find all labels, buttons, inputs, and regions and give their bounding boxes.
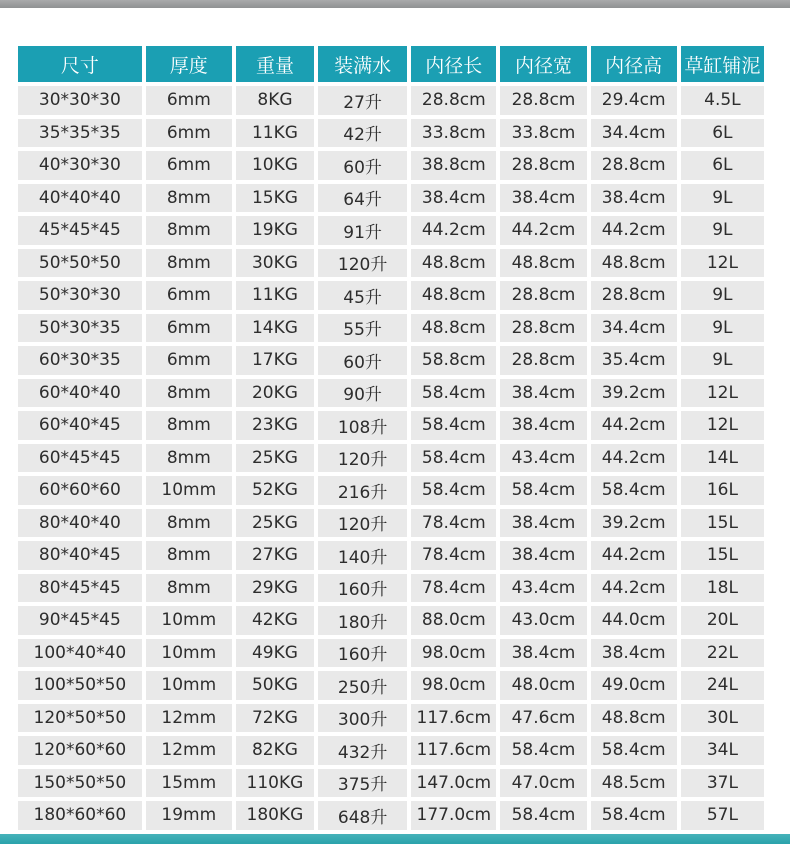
cell-inner-height: 34.4cm <box>591 314 677 343</box>
cell-water-capacity: 91升 <box>318 216 407 245</box>
cell-thickness: 12mm <box>146 704 232 733</box>
cell-thickness: 8mm <box>146 411 232 440</box>
table-row <box>18 249 764 278</box>
cell-weight: 15KG <box>236 184 314 213</box>
cell-water-capacity: 42升 <box>318 119 407 148</box>
table-row <box>18 281 764 310</box>
cell-inner-width: 58.4cm <box>500 476 586 505</box>
table-row <box>18 86 764 115</box>
cell-weight: 19KG <box>236 216 314 245</box>
cell-thickness: 8mm <box>146 184 232 213</box>
cell-inner-width: 44.2cm <box>500 216 586 245</box>
cell-inner-length: 58.4cm <box>411 444 496 473</box>
cell-substrate-volume: 4.5L <box>681 86 764 115</box>
cell-inner-length: 98.0cm <box>411 639 496 668</box>
cell-substrate-volume: 15L <box>681 509 764 538</box>
cell-substrate-volume: 14L <box>681 444 764 473</box>
cell-water-capacity: 180升 <box>318 606 407 635</box>
table-row <box>18 801 764 830</box>
header-substrate-volume: 草缸铺泥 <box>681 46 764 82</box>
cell-substrate-volume: 34L <box>681 736 764 765</box>
cell-inner-width: 43.4cm <box>500 444 586 473</box>
cell-size: 50*30*30 <box>18 281 142 310</box>
cell-size: 60*40*45 <box>18 411 142 440</box>
cell-inner-length: 58.4cm <box>411 476 496 505</box>
cell-inner-height: 28.8cm <box>591 281 677 310</box>
table-row <box>18 379 764 408</box>
cell-weight: 14KG <box>236 314 314 343</box>
cell-weight: 42KG <box>236 606 314 635</box>
cell-inner-height: 34.4cm <box>591 119 677 148</box>
header-water-capacity: 装满水 <box>318 46 407 82</box>
cell-thickness: 8mm <box>146 216 232 245</box>
table-body <box>18 86 764 830</box>
table-row <box>18 769 764 798</box>
cell-inner-width: 48.8cm <box>500 249 586 278</box>
table-row <box>18 119 764 148</box>
table-row <box>18 411 764 440</box>
cell-water-capacity: 648升 <box>318 801 407 830</box>
cell-thickness: 8mm <box>146 509 232 538</box>
header-size: 尺寸 <box>18 46 142 82</box>
cell-inner-length: 58.4cm <box>411 411 496 440</box>
cell-inner-height: 39.2cm <box>591 509 677 538</box>
cell-inner-length: 117.6cm <box>411 736 496 765</box>
table-row <box>18 574 764 603</box>
spec-table <box>14 42 768 834</box>
cell-water-capacity: 60升 <box>318 346 407 375</box>
table-row <box>18 476 764 505</box>
table-row <box>18 736 764 765</box>
cell-inner-width: 28.8cm <box>500 86 586 115</box>
bottom-decor-bar <box>0 834 790 844</box>
cell-inner-height: 58.4cm <box>591 476 677 505</box>
cell-inner-height: 35.4cm <box>591 346 677 375</box>
cell-inner-height: 58.4cm <box>591 736 677 765</box>
cell-water-capacity: 300升 <box>318 704 407 733</box>
cell-inner-height: 48.8cm <box>591 249 677 278</box>
cell-thickness: 6mm <box>146 119 232 148</box>
cell-inner-length: 98.0cm <box>411 671 496 700</box>
cell-water-capacity: 216升 <box>318 476 407 505</box>
cell-substrate-volume: 57L <box>681 801 764 830</box>
cell-inner-height: 44.2cm <box>591 541 677 570</box>
cell-thickness: 8mm <box>146 379 232 408</box>
table-row <box>18 346 764 375</box>
cell-weight: 23KG <box>236 411 314 440</box>
cell-inner-width: 58.4cm <box>500 736 586 765</box>
table-row <box>18 314 764 343</box>
table-header-row <box>18 46 764 82</box>
cell-inner-height: 44.0cm <box>591 606 677 635</box>
cell-inner-height: 44.2cm <box>591 411 677 440</box>
cell-inner-width: 28.8cm <box>500 281 586 310</box>
cell-size: 80*40*40 <box>18 509 142 538</box>
header-inner-width: 内径宽 <box>500 46 586 82</box>
cell-size: 60*30*35 <box>18 346 142 375</box>
cell-size: 100*50*50 <box>18 671 142 700</box>
cell-inner-length: 58.8cm <box>411 346 496 375</box>
cell-thickness: 8mm <box>146 444 232 473</box>
cell-water-capacity: 60升 <box>318 151 407 180</box>
cell-water-capacity: 120升 <box>318 444 407 473</box>
cell-size: 60*45*45 <box>18 444 142 473</box>
cell-substrate-volume: 20L <box>681 606 764 635</box>
cell-inner-length: 88.0cm <box>411 606 496 635</box>
cell-water-capacity: 64升 <box>318 184 407 213</box>
cell-inner-length: 58.4cm <box>411 379 496 408</box>
top-decor-bar <box>0 0 790 8</box>
cell-weight: 110KG <box>236 769 314 798</box>
cell-weight: 49KG <box>236 639 314 668</box>
cell-water-capacity: 432升 <box>318 736 407 765</box>
cell-inner-width: 43.0cm <box>500 606 586 635</box>
cell-size: 80*45*45 <box>18 574 142 603</box>
cell-inner-length: 78.4cm <box>411 509 496 538</box>
cell-inner-width: 47.6cm <box>500 704 586 733</box>
cell-thickness: 6mm <box>146 151 232 180</box>
cell-inner-width: 43.4cm <box>500 574 586 603</box>
cell-substrate-volume: 6L <box>681 119 764 148</box>
cell-thickness: 10mm <box>146 639 232 668</box>
cell-thickness: 15mm <box>146 769 232 798</box>
cell-inner-width: 47.0cm <box>500 769 586 798</box>
cell-weight: 11KG <box>236 119 314 148</box>
cell-water-capacity: 120升 <box>318 249 407 278</box>
cell-inner-length: 38.4cm <box>411 184 496 213</box>
cell-weight: 8KG <box>236 86 314 115</box>
cell-inner-length: 78.4cm <box>411 541 496 570</box>
cell-inner-height: 49.0cm <box>591 671 677 700</box>
table-row <box>18 184 764 213</box>
cell-weight: 72KG <box>236 704 314 733</box>
cell-size: 60*40*40 <box>18 379 142 408</box>
cell-weight: 30KG <box>236 249 314 278</box>
cell-water-capacity: 90升 <box>318 379 407 408</box>
cell-thickness: 6mm <box>146 346 232 375</box>
cell-inner-width: 38.4cm <box>500 509 586 538</box>
cell-substrate-volume: 6L <box>681 151 764 180</box>
cell-inner-length: 48.8cm <box>411 314 496 343</box>
cell-thickness: 10mm <box>146 671 232 700</box>
table-row <box>18 541 764 570</box>
table-row <box>18 151 764 180</box>
table-row <box>18 216 764 245</box>
cell-inner-height: 38.4cm <box>591 184 677 213</box>
cell-substrate-volume: 9L <box>681 216 764 245</box>
cell-size: 120*60*60 <box>18 736 142 765</box>
cell-substrate-volume: 16L <box>681 476 764 505</box>
cell-inner-width: 33.8cm <box>500 119 586 148</box>
cell-weight: 20KG <box>236 379 314 408</box>
cell-size: 45*45*45 <box>18 216 142 245</box>
cell-thickness: 6mm <box>146 86 232 115</box>
cell-weight: 52KG <box>236 476 314 505</box>
cell-size: 40*40*40 <box>18 184 142 213</box>
cell-inner-width: 58.4cm <box>500 801 586 830</box>
cell-inner-height: 29.4cm <box>591 86 677 115</box>
cell-water-capacity: 250升 <box>318 671 407 700</box>
cell-inner-length: 33.8cm <box>411 119 496 148</box>
cell-weight: 50KG <box>236 671 314 700</box>
cell-inner-height: 44.2cm <box>591 574 677 603</box>
cell-thickness: 19mm <box>146 801 232 830</box>
cell-inner-width: 38.4cm <box>500 639 586 668</box>
header-weight: 重量 <box>236 46 314 82</box>
cell-inner-length: 78.4cm <box>411 574 496 603</box>
header-thickness: 厚度 <box>146 46 232 82</box>
cell-size: 80*40*45 <box>18 541 142 570</box>
table-row <box>18 444 764 473</box>
cell-size: 150*50*50 <box>18 769 142 798</box>
cell-weight: 10KG <box>236 151 314 180</box>
cell-thickness: 10mm <box>146 476 232 505</box>
cell-water-capacity: 160升 <box>318 574 407 603</box>
cell-water-capacity: 160升 <box>318 639 407 668</box>
cell-substrate-volume: 9L <box>681 281 764 310</box>
cell-inner-length: 44.2cm <box>411 216 496 245</box>
cell-thickness: 8mm <box>146 249 232 278</box>
table-row <box>18 606 764 635</box>
cell-substrate-volume: 15L <box>681 541 764 570</box>
cell-inner-length: 48.8cm <box>411 249 496 278</box>
cell-inner-width: 48.0cm <box>500 671 586 700</box>
cell-size: 90*45*45 <box>18 606 142 635</box>
cell-size: 60*60*60 <box>18 476 142 505</box>
cell-weight: 25KG <box>236 444 314 473</box>
cell-thickness: 6mm <box>146 314 232 343</box>
table-row <box>18 509 764 538</box>
cell-size: 180*60*60 <box>18 801 142 830</box>
cell-substrate-volume: 30L <box>681 704 764 733</box>
cell-water-capacity: 55升 <box>318 314 407 343</box>
cell-inner-length: 28.8cm <box>411 86 496 115</box>
cell-thickness: 10mm <box>146 606 232 635</box>
cell-water-capacity: 27升 <box>318 86 407 115</box>
cell-weight: 11KG <box>236 281 314 310</box>
cell-weight: 29KG <box>236 574 314 603</box>
cell-inner-length: 117.6cm <box>411 704 496 733</box>
cell-substrate-volume: 12L <box>681 411 764 440</box>
cell-thickness: 12mm <box>146 736 232 765</box>
cell-size: 30*30*30 <box>18 86 142 115</box>
cell-inner-height: 39.2cm <box>591 379 677 408</box>
cell-water-capacity: 140升 <box>318 541 407 570</box>
cell-inner-height: 38.4cm <box>591 639 677 668</box>
cell-substrate-volume: 9L <box>681 314 764 343</box>
cell-size: 50*50*50 <box>18 249 142 278</box>
cell-substrate-volume: 24L <box>681 671 764 700</box>
cell-water-capacity: 375升 <box>318 769 407 798</box>
cell-inner-length: 177.0cm <box>411 801 496 830</box>
cell-inner-width: 28.8cm <box>500 151 586 180</box>
cell-inner-height: 44.2cm <box>591 444 677 473</box>
cell-water-capacity: 120升 <box>318 509 407 538</box>
cell-thickness: 8mm <box>146 541 232 570</box>
cell-inner-length: 147.0cm <box>411 769 496 798</box>
cell-size: 120*50*50 <box>18 704 142 733</box>
cell-thickness: 8mm <box>146 574 232 603</box>
cell-inner-height: 44.2cm <box>591 216 677 245</box>
cell-substrate-volume: 9L <box>681 346 764 375</box>
cell-inner-height: 48.5cm <box>591 769 677 798</box>
cell-size: 100*40*40 <box>18 639 142 668</box>
cell-weight: 27KG <box>236 541 314 570</box>
table-row <box>18 671 764 700</box>
cell-inner-height: 58.4cm <box>591 801 677 830</box>
cell-inner-width: 28.8cm <box>500 314 586 343</box>
table-row <box>18 639 764 668</box>
cell-substrate-volume: 37L <box>681 769 764 798</box>
header-inner-height: 内径高 <box>591 46 677 82</box>
cell-water-capacity: 108升 <box>318 411 407 440</box>
cell-inner-height: 28.8cm <box>591 151 677 180</box>
cell-substrate-volume: 12L <box>681 379 764 408</box>
cell-substrate-volume: 22L <box>681 639 764 668</box>
cell-weight: 17KG <box>236 346 314 375</box>
cell-inner-length: 48.8cm <box>411 281 496 310</box>
cell-weight: 82KG <box>236 736 314 765</box>
cell-inner-length: 38.8cm <box>411 151 496 180</box>
cell-weight: 25KG <box>236 509 314 538</box>
cell-inner-width: 38.4cm <box>500 541 586 570</box>
cell-size: 40*30*30 <box>18 151 142 180</box>
cell-inner-width: 38.4cm <box>500 411 586 440</box>
header-inner-length: 内径长 <box>411 46 496 82</box>
cell-substrate-volume: 9L <box>681 184 764 213</box>
cell-size: 35*35*35 <box>18 119 142 148</box>
cell-inner-width: 28.8cm <box>500 346 586 375</box>
table-row <box>18 704 764 733</box>
cell-thickness: 6mm <box>146 281 232 310</box>
cell-water-capacity: 45升 <box>318 281 407 310</box>
cell-substrate-volume: 18L <box>681 574 764 603</box>
cell-inner-width: 38.4cm <box>500 184 586 213</box>
cell-inner-width: 38.4cm <box>500 379 586 408</box>
cell-weight: 180KG <box>236 801 314 830</box>
cell-inner-height: 48.8cm <box>591 704 677 733</box>
cell-substrate-volume: 12L <box>681 249 764 278</box>
cell-size: 50*30*35 <box>18 314 142 343</box>
